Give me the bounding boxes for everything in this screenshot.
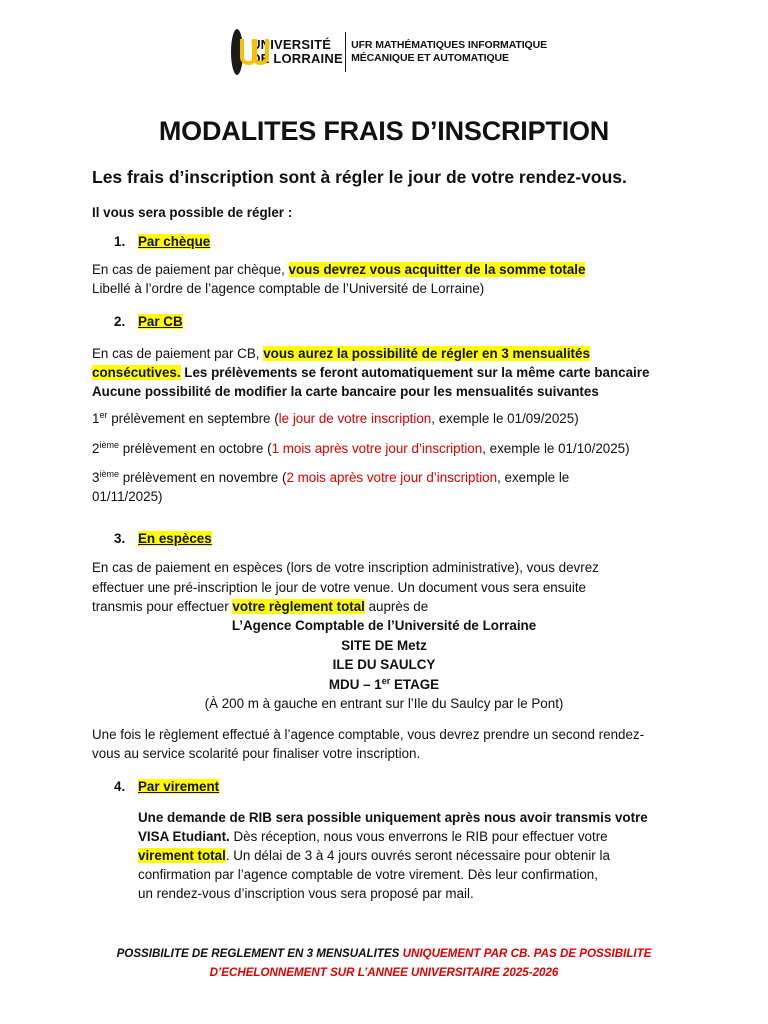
section-3-after: Une fois le règlement effectué à l’agence comptable, vous devrez prendre un second rendez- vous au service scolarité pour finaliser votre inscription. [92,727,645,761]
ul-logo-icon [231,29,243,75]
page-title: MODALITES FRAIS D’INSCRIPTION [158,116,610,146]
university-logo [221,22,547,82]
logo-university-name: UNIVERSITÉ DE LORRAINE [251,37,343,66]
installment-3: 3ième prélèvement en novembre (2 mois après votre jour d’inscription, exemple le 01/11/2025) [92,469,570,504]
footer-notice: POSSIBILITE DE REGLEMENT EN 3 MENSUALITES UNIQUEMENT PAR CB. PAS DE POSSIBILITE D’ECHELONNEMENT SUR L’ANNEE UNIVERSITAIRE 2025-2026 [116,947,652,979]
installment-1: 1er prélèvement en septembre (le jour de votre inscription, exemple le 01/09/2025) [92,410,579,426]
section-2-heading: 2. Par CB [114,314,183,329]
subtitle: Les frais d’inscription sont à régler le jour de votre rendez-vous. [92,167,627,187]
section-1-text: En cas de paiement par chèque, vous devrez vous acquitter de la somme totale Libellé à l’ordre de l’agence comptable de l’Université de Lorraine) [92,262,586,296]
section-3-heading: 3. En espèces [114,531,212,546]
section-2-text: En cas de paiement par CB, vous aurez la possibilité de régler en 3 mensualités consécutives. Les prélèvements se feront automatiquement sur la même carte bancaire Aucune possibilité de modifier la carte bancaire pour les mensualités suivantes [92,346,650,399]
section-3-text: En cas de paiement en espèces (lors de votre inscription administrative), vous devrez effectuer une pré-inscription le jour de votre venue. Un document vous sera ensuite transmis pour effectuer votre règlement total auprès de [92,560,599,614]
intro-text: Il vous sera possible de régler : [92,205,293,220]
section-4-heading: 4. Par virement [114,779,220,794]
installment-2: 2ième prélèvement en octobre (1 mois après votre jour d’inscription, exemple le 01/10/2025) [92,440,630,456]
logo-ufr-name: UFR MATHÉMATIQUES INFORMATIQUE MÉCANIQUE ET AUTOMATIQUE [351,39,547,64]
section-4-text: Une demande de RIB sera possible uniquement après nous avoir transmis votre VISA Etudiant. Dès réception, nous vous enverrons le RIB pour effectuer votre virement total. Un délai de 3 à 4 jours ouvrés seront nécessaire pour obtenir la confirmation par l’agence comptable de votre virement. Dès leur confirmation, un rendez-vous d’inscription vous sera proposé par mail. [138,810,648,901]
agency-address: L’Agence Comptable de l’Université de Lorraine SITE DE Metz ILE DU SAULCY MDU – 1er ETAGE (À 200 m à gauche en entrant sur l’Ile du Saulcy par le Pont) [204,618,564,711]
section-1-heading: 1. Par chèque [114,234,211,249]
